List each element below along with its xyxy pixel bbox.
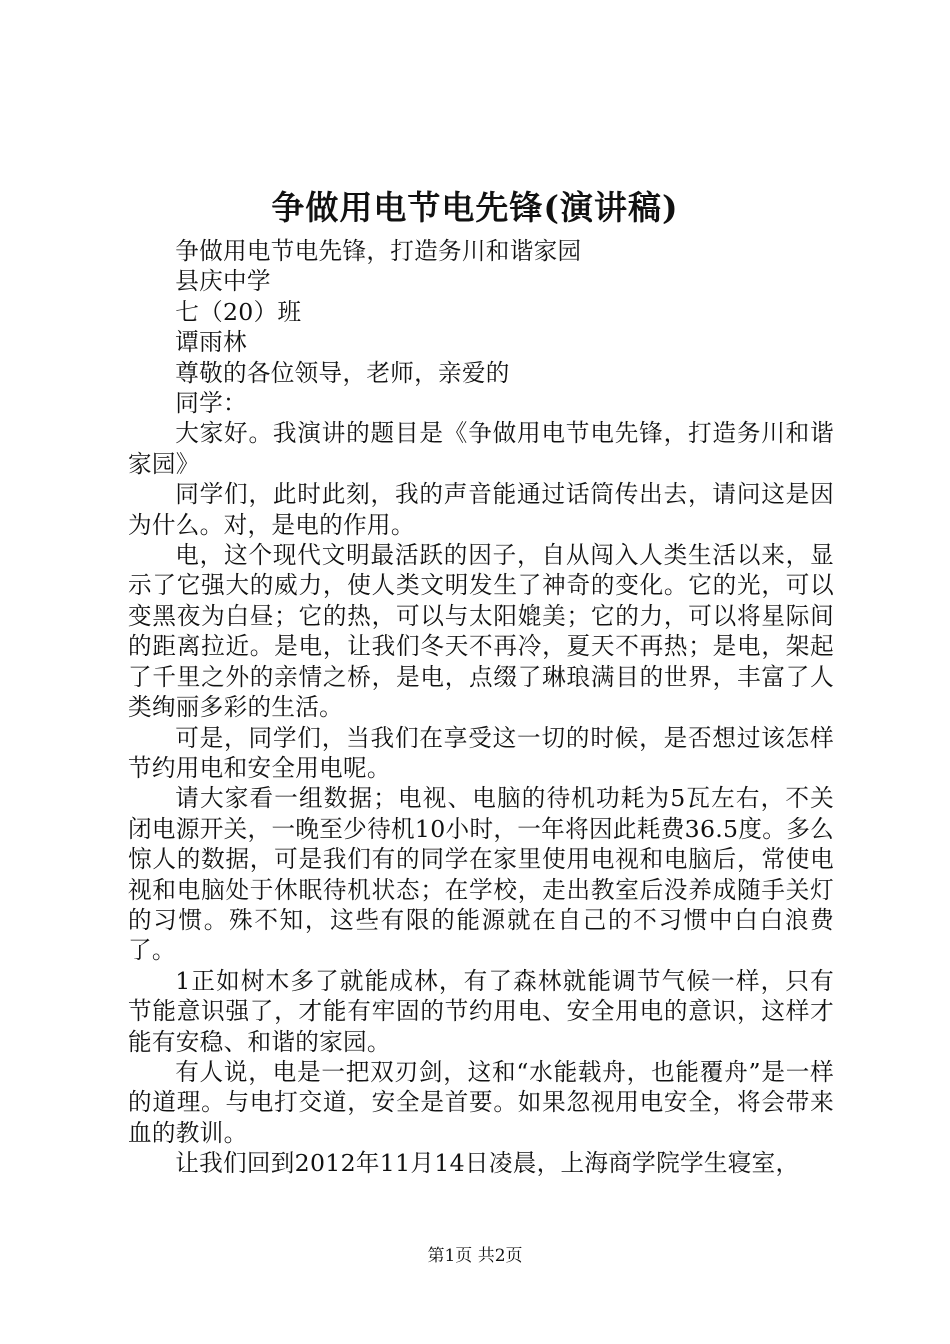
- paragraph: 大家好。我演讲的题目是《争做用电节电先锋，打造务川和谐家园》: [128, 419, 834, 478]
- paragraph: 可是，同学们，当我们在享受这一切的时候，是否想过该怎样节约用电和安全用电呢。: [128, 723, 834, 782]
- page-footer: 第1页 共2页: [427, 1246, 523, 1266]
- document-body: [128, 236, 834, 1179]
- paragraph: 尊敬的各位领导，老师，亲爱的: [175, 358, 510, 387]
- paragraph: 同学们，此时此刻，我的声音能通过话筒传出去，请问这是因为什么。对，是电的作用。: [128, 480, 834, 539]
- paragraph: 1正如树木多了就能成林，有了森林就能调节气候一样，只有节能意识强了，才能有牢固的节约用电、安全用电的意识，这样才能有安稳、和谐的家园。: [128, 966, 834, 1056]
- paragraph: 请大家看一组数据；电视、电脑的待机功耗为5瓦左右，不关闭电源开关，一晚至少待机10小时，一年将因此耗费36.5度。多么惊人的数据，可是我们有的同学在家里使用电视和电脑后，常使电视和电脑处于休眠待机状态；在学校，走出教室后没养成随手关灯的习惯。殊不知，这些有限的能源就在自己的不习惯中白白浪费了。: [128, 784, 834, 965]
- paragraph: 争做用电节电先锋，打造务川和谐家园: [175, 237, 582, 265]
- paragraph: 县庆中学: [175, 267, 271, 296]
- paragraph: 七（20）班: [175, 297, 302, 326]
- paragraph: 让我们回到2012年11月14日凌晨，上海商学院学生寝室，: [175, 1149, 800, 1178]
- page-title: 争做用电节电先锋(演讲稿): [271, 188, 679, 227]
- paragraph: 同学：: [175, 389, 247, 418]
- paragraph: 电，这个现代文明最活跃的因子，自从闯入人类生活以来，显示了它强大的威力，使人类文明发生了神奇的变化。它的光，可以变黑夜为白昼；它的热，可以与太阳媲美；它的力，可以将星际间的距离拉近。是电，让我们冬天不再冷，夏天不再热；是电，架起了千里之外的亲情之桥，是电，点缀了琳琅满目的世界，丰富了人类绚丽多彩的生活。: [128, 541, 834, 722]
- paragraph: 有人说，电是一把双刃剑，这和“水能载舟，也能覆舟”是一样的道理。与电打交道，安全是首要。如果忽视用电安全，将会带来血的教训。: [128, 1057, 834, 1147]
- paragraph: 谭雨林: [175, 328, 247, 357]
